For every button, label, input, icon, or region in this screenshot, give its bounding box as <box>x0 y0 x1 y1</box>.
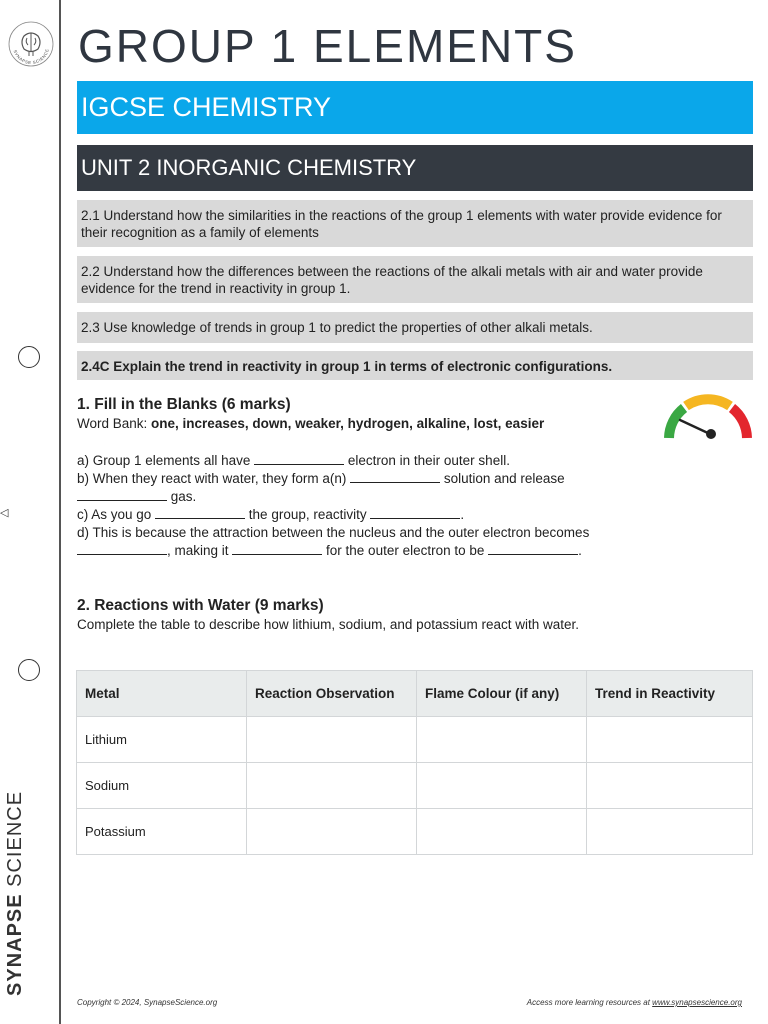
objective-2-3: 2.3 Use knowledge of trends in group 1 to predict the properties of other alkali metals. <box>77 312 753 343</box>
synapse-science-logo <box>7 20 55 68</box>
objective-2-2: 2.2 Understand how the differences between the reactions of the alkali metals with air and water provide evidence for the trend in reactivity in group 1. <box>77 256 753 303</box>
punch-hole <box>18 346 40 368</box>
section-2-heading: 2. Reactions with Water (9 marks) <box>77 597 324 614</box>
word-bank: Word Bank: one, increases, down, weaker, hydrogen, alkaline, lost, easier <box>77 416 545 431</box>
metal-cell: Sodium <box>77 763 247 809</box>
answer-cell[interactable] <box>417 763 587 809</box>
blank-field[interactable] <box>254 453 344 465</box>
metal-cell: Potassium <box>77 809 247 855</box>
blank-field[interactable] <box>370 507 460 519</box>
question-b: b) When they react with water, they form a(n) solution and release <box>77 471 565 486</box>
blank-field[interactable] <box>77 543 167 555</box>
table-row <box>77 809 753 855</box>
question-d-cont: , making it for the outer electron to be . <box>77 543 582 558</box>
metal-cell: Lithium <box>77 717 247 763</box>
question-d: d) This is because the attraction between the nucleus and the outer electron becomes <box>77 525 590 540</box>
course-banner: IGCSE CHEMISTRY <box>77 81 753 134</box>
footer-resources: Access more learning resources at www.synapsescience.org <box>526 998 742 1007</box>
blank-field[interactable] <box>350 471 440 483</box>
column-header: Reaction Observation <box>247 671 417 717</box>
unit-banner: UNIT 2 INORGANIC CHEMISTRY <box>77 145 753 191</box>
table-row <box>77 763 753 809</box>
column-header: Flame Colour (if any) <box>417 671 587 717</box>
page-title: GROUP 1 ELEMENTS <box>78 20 577 72</box>
triangle-marker-icon: ◁ <box>0 507 9 519</box>
section-2-instruction: Complete the table to describe how lithium, sodium, and potassium react with water. <box>77 617 579 632</box>
table-row <box>77 717 753 763</box>
blank-field[interactable] <box>155 507 245 519</box>
reactions-table <box>76 670 753 855</box>
table-header-row <box>77 671 753 717</box>
blank-field[interactable] <box>488 543 578 555</box>
vertical-brand-text: SYNAPSE SCIENCE <box>4 790 26 996</box>
difficulty-gauge-icon <box>660 388 756 444</box>
question-c: c) As you go the group, reactivity . <box>77 507 465 522</box>
svg-text:SYNAPSE SCIENCE: SYNAPSE SCIENCE <box>12 47 50 66</box>
blank-field[interactable] <box>77 489 167 501</box>
answer-cell[interactable] <box>247 763 417 809</box>
margin-line <box>59 0 61 1024</box>
answer-cell[interactable] <box>417 809 587 855</box>
objective-2-4c: 2.4C Explain the trend in reactivity in group 1 in terms of electronic configurations. <box>77 351 753 380</box>
punch-hole <box>18 659 40 681</box>
column-header: Metal <box>77 671 247 717</box>
answer-cell[interactable] <box>587 809 753 855</box>
copyright-text: Copyright © 2024, SynapseScience.org <box>77 998 218 1007</box>
section-1-heading: 1. Fill in the Blanks (6 marks) <box>77 396 291 413</box>
website-link[interactable]: www.synapsescience.org <box>652 998 742 1007</box>
blank-field[interactable] <box>232 543 322 555</box>
answer-cell[interactable] <box>587 763 753 809</box>
column-header: Trend in Reactivity <box>587 671 753 717</box>
answer-cell[interactable] <box>247 717 417 763</box>
question-a: a) Group 1 elements all have electron in their outer shell. <box>77 453 510 468</box>
question-b-cont: gas. <box>77 489 196 504</box>
answer-cell[interactable] <box>247 809 417 855</box>
answer-cell[interactable] <box>587 717 753 763</box>
objective-2-1: 2.1 Understand how the similarities in the reactions of the group 1 elements with water provide evidence for their recognition as a family of elements <box>77 200 753 247</box>
answer-cell[interactable] <box>417 717 587 763</box>
